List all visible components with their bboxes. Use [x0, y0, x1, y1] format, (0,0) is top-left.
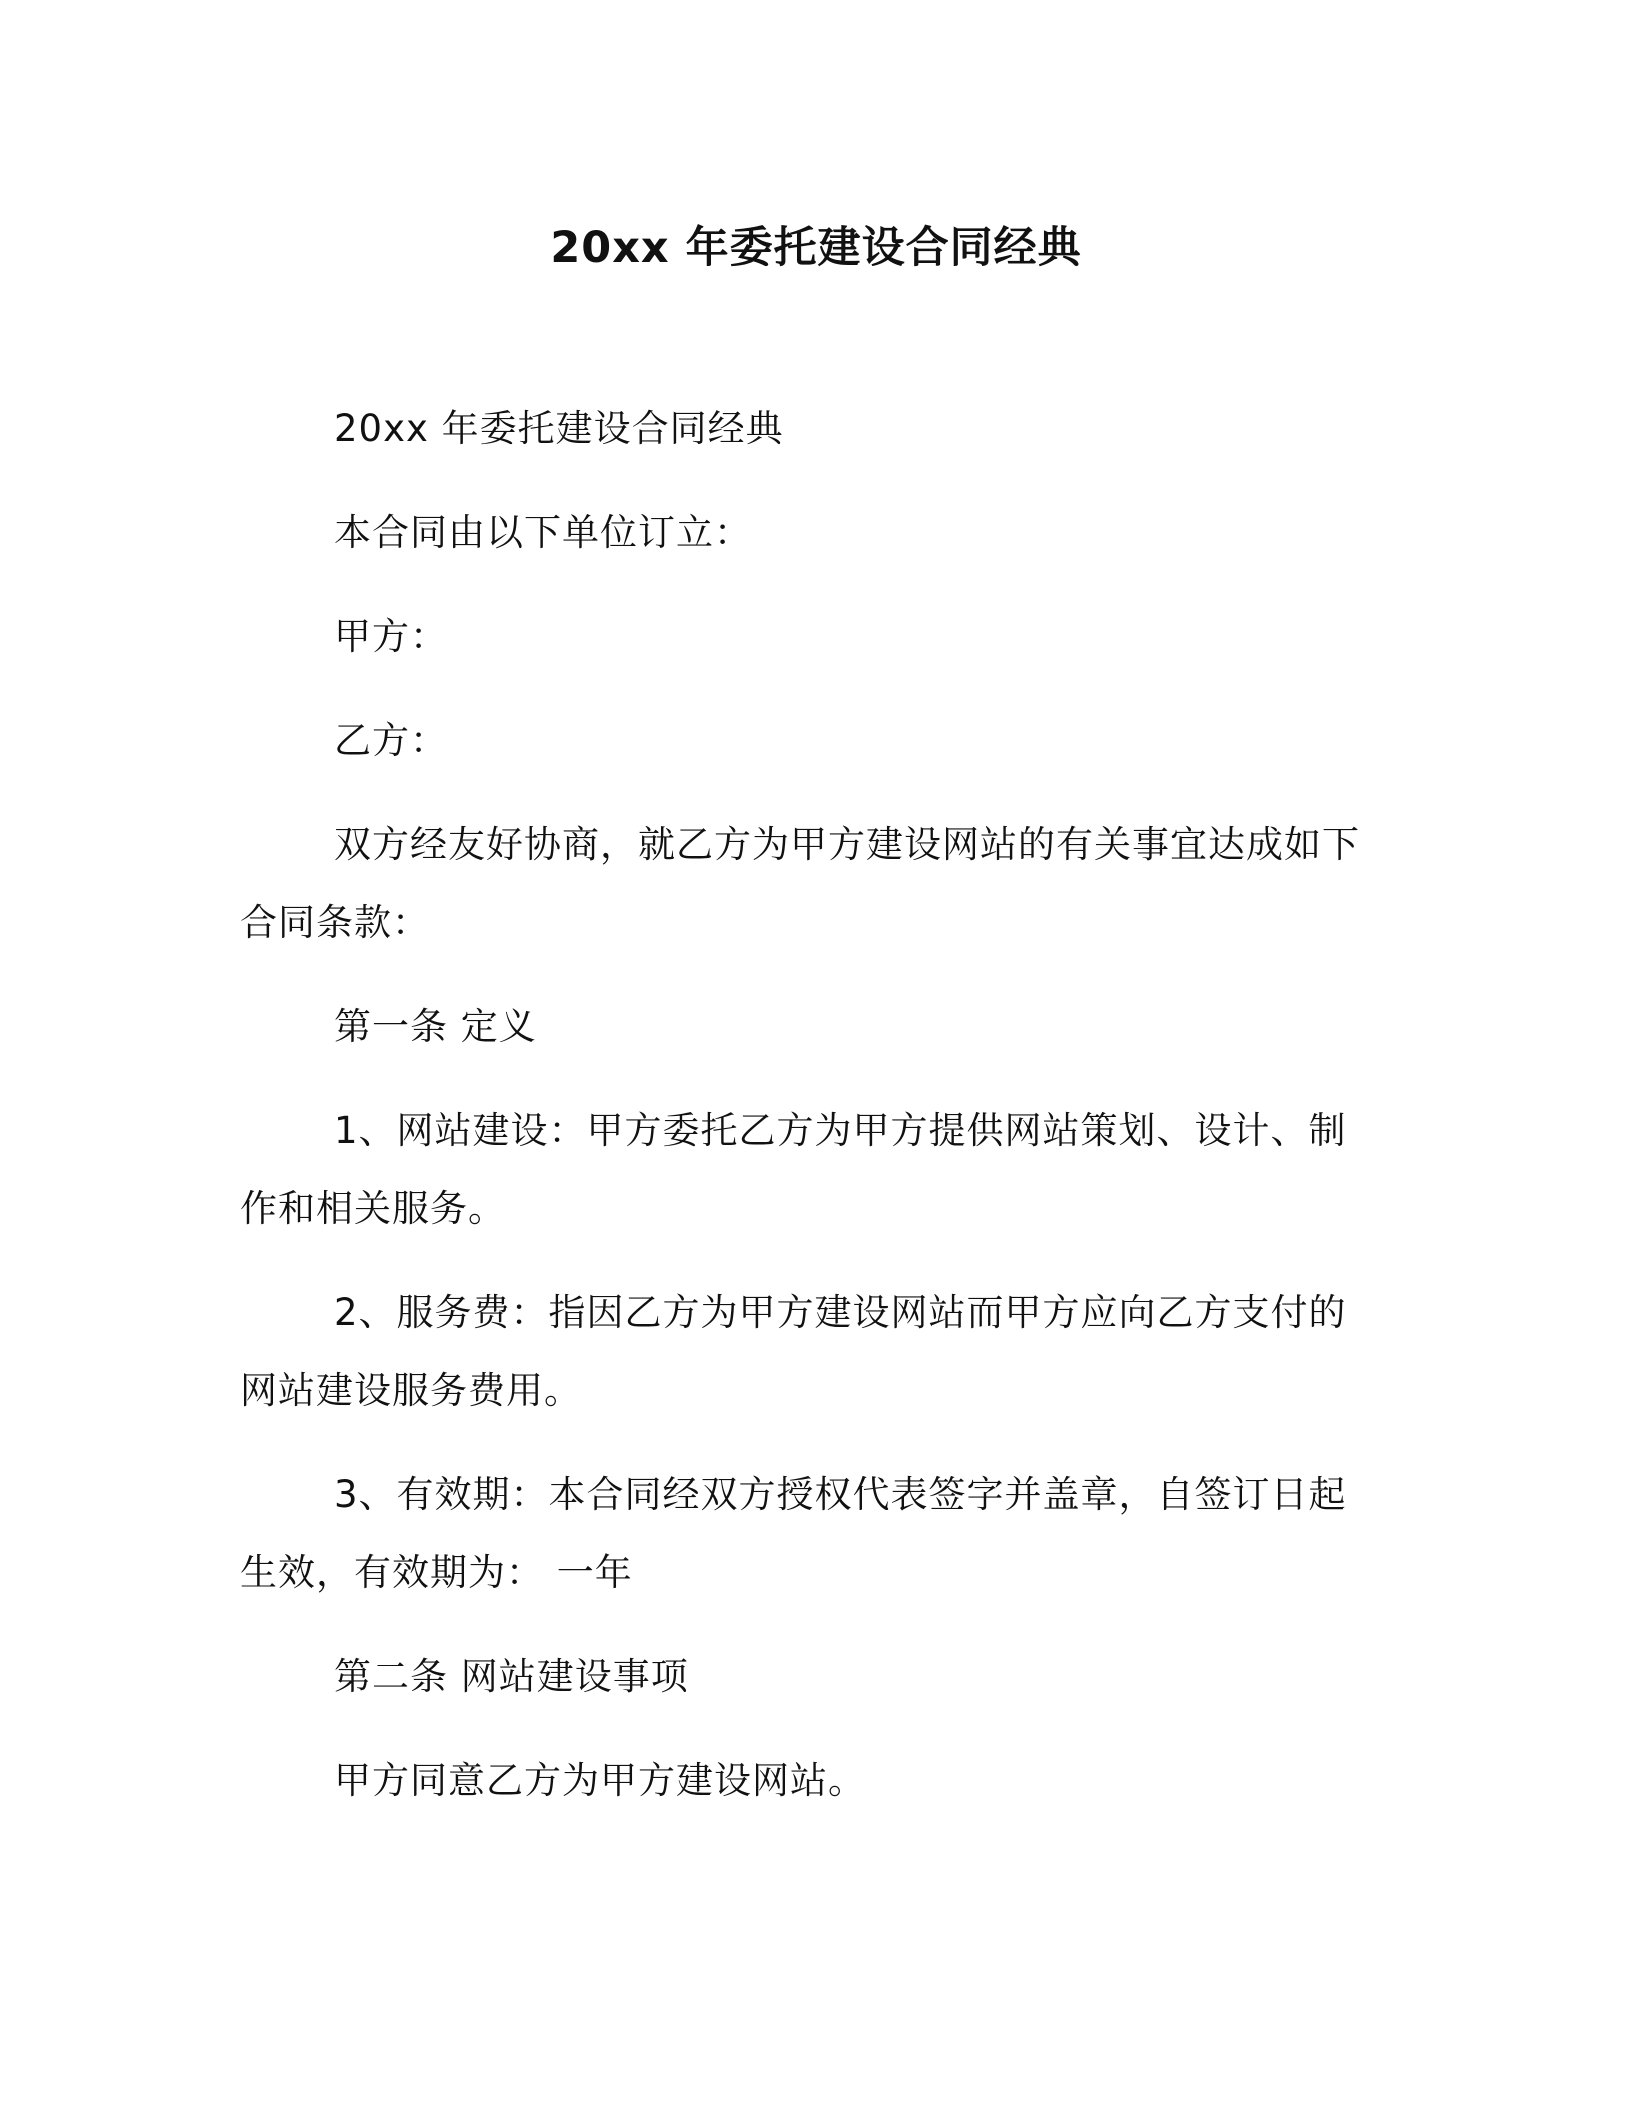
paragraph-parties-intro: 本合同由以下单位订立：: [334, 511, 752, 554]
paragraph-definition-3: 3、有效期：本合同经双方授权代表签字并盖章，自签订日起生效，有效期为： 一年: [240, 1473, 1347, 1594]
paragraph-agreement-intro: 双方经友好协商，就乙方为甲方建设网站的有关事宜达成如下合同条款：: [240, 823, 1360, 944]
document-title: 20xx 年委托建设合同经典: [550, 223, 1082, 273]
section-heading-1: 第一条 定义: [334, 1005, 537, 1048]
section-heading-2: 第二条 网站建设事项: [334, 1655, 689, 1698]
paragraph-definition-1: 1、网站建设：甲方委托乙方为甲方提供网站策划、设计、制作和相关服务。: [240, 1109, 1347, 1230]
document-body: [240, 390, 1376, 1846]
paragraph-subtitle: 20xx 年委托建设合同经典: [334, 407, 784, 450]
paragraph-construction-agreement: 甲方同意乙方为甲方建设网站。: [334, 1759, 866, 1802]
paragraph-party-a: 甲方：: [334, 615, 448, 658]
paragraph-party-b: 乙方：: [334, 719, 448, 762]
paragraph-definition-2: 2、服务费：指因乙方为甲方建设网站而甲方应向乙方支付的网站建设服务费用。: [240, 1291, 1347, 1412]
